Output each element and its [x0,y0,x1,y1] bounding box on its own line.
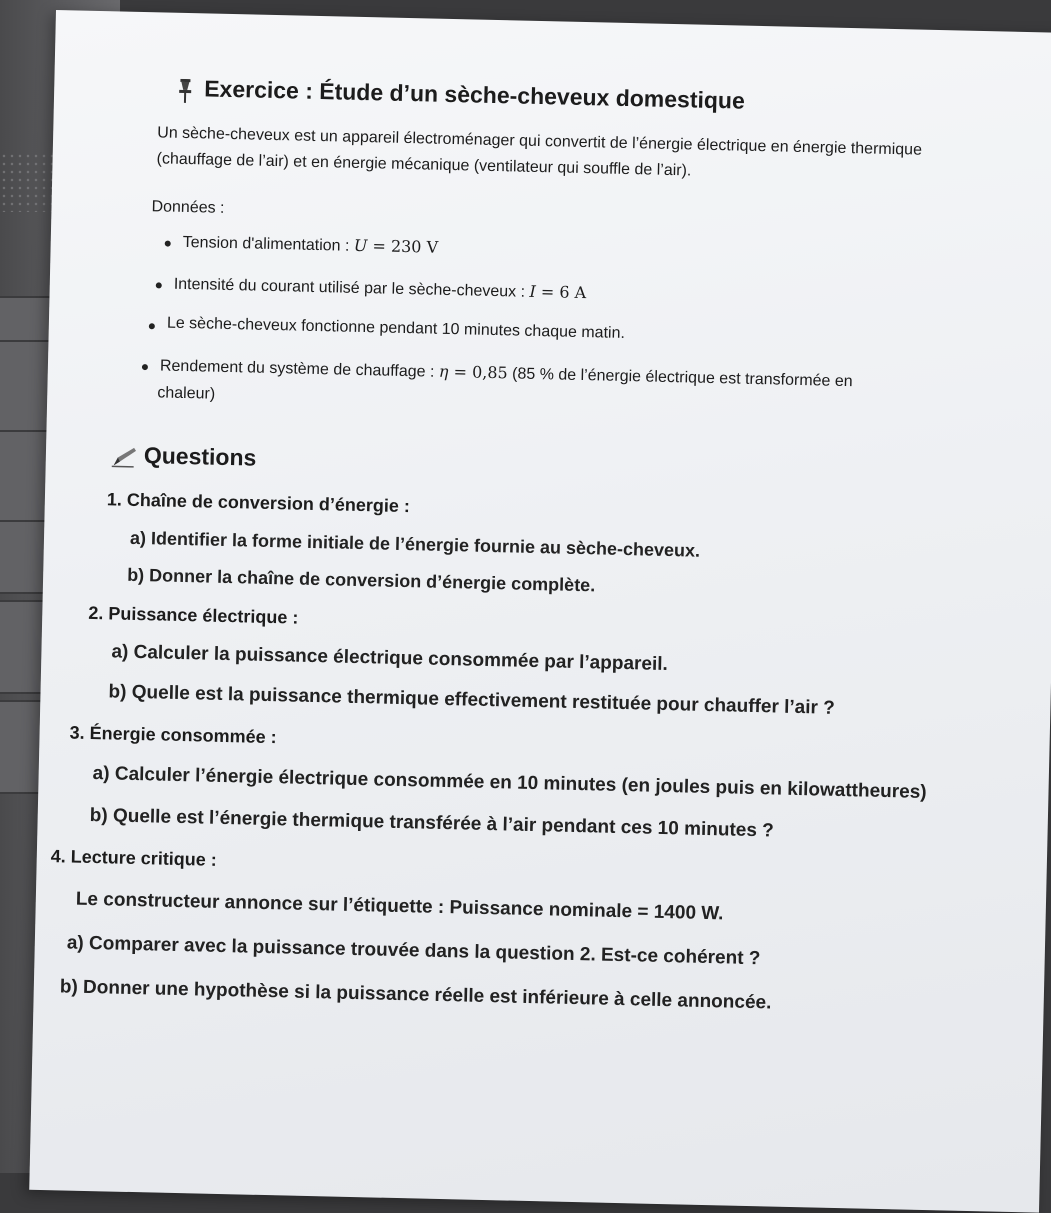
q4-heading: 4. Lecture critique : [51,846,217,871]
document [56,10,1051,33]
bullet [165,241,171,247]
q4-b: b) Donner une hypothèse si la puissance réelle est inférieure à celle annoncée. [60,976,772,1014]
pencil-icon [112,445,138,468]
donnees-label: Données : [151,198,224,218]
q1-heading: 1. Chaîne de conversion d’énergie : [107,489,410,517]
donnee-rendement: Rendement du système de chauffage : η = 0,85 (85 % de l’énergie électrique est transformée en [160,355,853,391]
q2-a: a) Calculer la puissance électrique consommée par l’appareil. [111,641,668,676]
q3-heading: 3. Énergie consommée : [69,722,277,748]
donnee-duree: Le sèche-cheveux fonctionne pendant 10 minutes chaque matin. [167,315,625,343]
bullet [142,364,148,370]
q4-a: a) Comparer avec la puissance trouvée dans la question 2. Est-ce cohérent ? [67,932,761,970]
pushpin-icon [178,79,193,103]
q2-heading: 2. Puissance électrique : [88,603,299,629]
q4-intro: Le constructeur annonce sur l’étiquette : Puissance nominale = 1400 W. [76,889,724,926]
q2-b: b) Quelle est la puissance thermique effectivement restituée pour chauffer l’air ? [108,681,835,719]
donnee-rendement-suite: chaleur) [157,384,215,403]
bullet [156,282,162,288]
q1-b: b) Donner la chaîne de conversion d’énergie complète. [127,565,595,597]
page-title: Exercice : Étude d’un sèche-cheveux domestique [204,75,745,114]
q3-a: a) Calculer l’énergie électrique consommée en 10 minutes (en joules puis en kilowattheures) [92,763,926,804]
donnee-tension: Tension d'alimentation : U = 230 V [183,232,439,258]
q3-b: b) Quelle est l’énergie thermique transférée à l’air pendant ces 10 minutes ? [89,805,774,843]
bullet [149,323,155,329]
intro-line-1: Un sèche-cheveux est un appareil électroménager qui convertit de l’énergie électrique en énergie thermique [157,124,922,159]
q1-a: a) Identifier la forme initiale de l’énergie fournie au sèche-cheveux. [130,528,701,562]
intro-line-2: (chauffage de l’air) et en énergie mécanique (ventilateur qui souffle de l’air). [156,150,691,180]
questions-title: Questions [144,442,257,472]
donnee-intensite: Intensité du courant utilisé par le sèche-cheveux : I = 6 A [174,274,587,303]
paper-sheet [29,10,1051,1213]
